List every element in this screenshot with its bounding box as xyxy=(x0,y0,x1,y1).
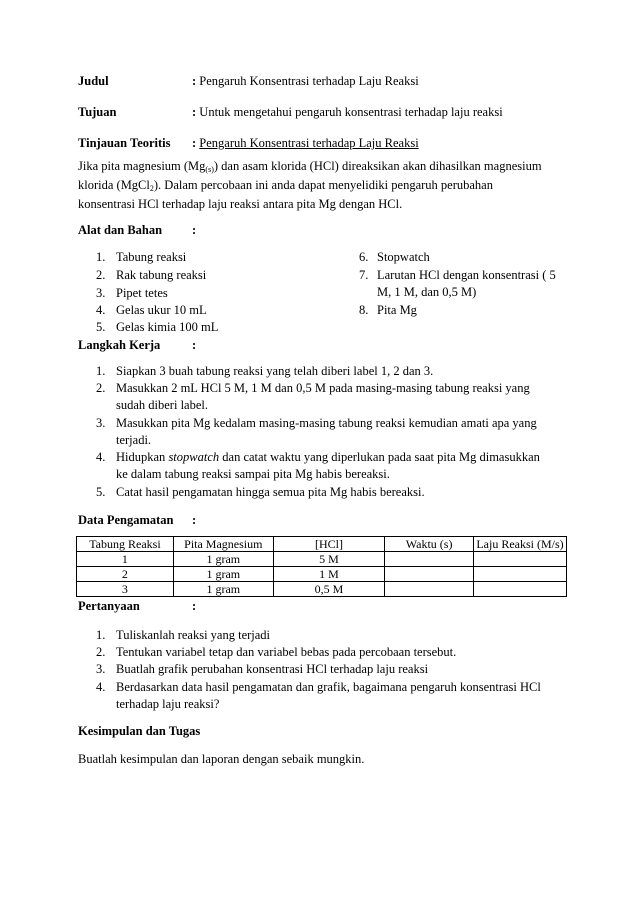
alat-colon: : xyxy=(192,223,197,237)
data-table xyxy=(76,536,567,597)
table-header-cell: Pita Magnesium xyxy=(173,537,273,552)
list-item xyxy=(359,267,556,283)
tinjauan-colon: : xyxy=(192,136,197,150)
table-row xyxy=(77,582,567,597)
list-number: 2. xyxy=(96,645,106,659)
list-text: Hidupkan xyxy=(116,450,169,464)
list-text: Pipet tetes xyxy=(116,286,168,300)
judul-text: Pengaruh Konsentrasi terhadap Laju Reaksi xyxy=(199,74,419,88)
list-item xyxy=(359,249,430,265)
intro-line-3: konsentrasi HCl terhadap laju reaksi antara pita Mg dengan HCl. xyxy=(78,197,403,211)
table-cell: 3 xyxy=(77,582,174,597)
list-text: M, 1 M, dan 0,5 M) xyxy=(377,285,477,299)
list-text: Tentukan variabel tetap dan variabel bebas pada percobaan tersebut. xyxy=(116,645,457,659)
list-item xyxy=(96,267,206,283)
table-header-cell: Waktu (s) xyxy=(385,537,474,552)
list-item xyxy=(96,484,425,500)
list-text: Buatlah grafik perubahan konsentrasi HCl terhadap laju reaksi xyxy=(116,662,429,676)
stopwatch-emphasis: stopwatch xyxy=(168,450,220,464)
list-text: Larutan HCl dengan konsentrasi ( 5 xyxy=(377,268,556,282)
list-item xyxy=(96,319,218,335)
intro-l2a: klorida (MgCl xyxy=(78,178,150,192)
list-text: Masukkan 2 mL HCl 5 M, 1 M dan 0,5 M pada masing-masing tabung reaksi yang xyxy=(116,381,530,395)
judul-colon: : xyxy=(192,74,197,88)
list-item xyxy=(96,415,537,431)
intro-l1-sub: (s) xyxy=(205,165,214,174)
data-colon: : xyxy=(192,513,197,527)
tujuan-value xyxy=(192,104,503,120)
list-item xyxy=(96,249,186,265)
list-text: Pita Mg xyxy=(377,303,417,317)
table-cell: 2 xyxy=(77,567,174,582)
judul-value xyxy=(192,73,419,89)
table-cell: 1 gram xyxy=(173,552,273,567)
table-cell xyxy=(385,567,474,582)
list-item xyxy=(96,302,207,318)
table-header-cell: Tabung Reaksi xyxy=(77,537,174,552)
list-text: Rak tabung reaksi xyxy=(116,268,207,282)
list-item xyxy=(96,449,540,465)
table-row xyxy=(77,567,567,582)
intro-line-2 xyxy=(78,177,493,193)
list-number: 4. xyxy=(96,680,106,694)
list-number: 7. xyxy=(359,268,369,282)
list-text: Berdasarkan data hasil pengamatan dan grafik, bagaimana pengaruh konsentrasi HCl xyxy=(116,680,541,694)
list-number: 4. xyxy=(96,450,106,464)
list-number: 3. xyxy=(96,416,106,430)
list-number: 5. xyxy=(96,320,106,334)
list-text-continued: terjadi. xyxy=(116,433,152,447)
table-header-cell: Laju Reaksi (M/s) xyxy=(473,537,566,552)
list-number: 1. xyxy=(96,250,106,264)
list-text: Masukkan pita Mg kedalam masing-masing tabung reaksi kemudian amati apa yang xyxy=(116,416,537,430)
table-header-row xyxy=(77,537,567,552)
list-number: 8. xyxy=(359,303,369,317)
list-number: 1. xyxy=(96,364,106,378)
list-text-continued: sudah diberi label. xyxy=(116,398,208,412)
list-number: 3. xyxy=(96,286,106,300)
intro-l1a: Jika pita magnesium (Mg xyxy=(78,159,206,173)
list-text: dan catat waktu yang diperlukan pada saat pita Mg dimasukkan xyxy=(219,450,540,464)
list-number: 6. xyxy=(359,250,369,264)
list-text: Stopwatch xyxy=(377,250,430,264)
tujuan-colon: : xyxy=(192,105,197,119)
list-item xyxy=(96,627,270,643)
kesimpulan-heading: Kesimpulan dan Tugas xyxy=(78,724,201,738)
table-row xyxy=(77,552,567,567)
list-text: Siapkan 3 buah tabung reaksi yang telah diberi label 1, 2 dan 3. xyxy=(116,364,434,378)
table-cell xyxy=(385,582,474,597)
list-number: 4. xyxy=(96,303,106,317)
list-item xyxy=(96,644,456,660)
tujuan-text: Untuk mengetahui pengaruh konsentrasi terhadap laju reaksi xyxy=(199,105,503,119)
list-number: 3. xyxy=(96,662,106,676)
list-item xyxy=(96,363,433,379)
list-item xyxy=(96,661,428,677)
list-item xyxy=(359,302,417,318)
table-cell: 5 M xyxy=(273,552,384,567)
list-item xyxy=(96,380,530,396)
list-text-continued: ke dalam tabung reaksi sampai pita Mg habis bereaksi. xyxy=(116,467,390,481)
langkah-heading: Langkah Kerja xyxy=(78,338,161,352)
table-header-cell: [HCl] xyxy=(273,537,384,552)
tujuan-label: Tujuan xyxy=(78,105,117,119)
list-text: Gelas kimia 100 mL xyxy=(116,320,219,334)
intro-l2b: ). Dalam percobaan ini anda dapat menyelidiki pengaruh perubahan xyxy=(153,178,493,192)
intro-l2-sub: 2 xyxy=(149,184,154,193)
table-cell xyxy=(473,552,566,567)
kesimpulan-text: Buatlah kesimpulan dan laporan dengan sebaik mungkin. xyxy=(78,752,365,766)
tinjauan-label: Tinjauan Teoritis xyxy=(78,136,171,150)
table-cell: 1 xyxy=(77,552,174,567)
list-item xyxy=(96,679,541,695)
table-cell xyxy=(385,552,474,567)
list-text: Catat hasil pengamatan hingga semua pita Mg habis bereaksi. xyxy=(116,485,425,499)
data-heading: Data Pengamatan xyxy=(78,513,174,527)
alat-heading: Alat dan Bahan xyxy=(78,223,163,237)
list-item xyxy=(96,285,168,301)
list-text-continued: terhadap laju reaksi? xyxy=(116,697,220,711)
table-cell: 1 gram xyxy=(173,582,273,597)
list-number: 5. xyxy=(96,485,106,499)
list-number: 2. xyxy=(96,381,106,395)
tinjauan-text: Pengaruh Konsentrasi terhadap Laju Reaksi xyxy=(199,136,419,150)
list-text: Tuliskanlah reaksi yang terjadi xyxy=(116,628,271,642)
table-cell xyxy=(473,582,566,597)
intro-l1b: ) dan asam klorida (HCl) direaksikan akan dihasilkan magnesium xyxy=(213,159,542,173)
list-text: Gelas ukur 10 mL xyxy=(116,303,207,317)
list-text: Tabung reaksi xyxy=(116,250,187,264)
list-number: 2. xyxy=(96,268,106,282)
table-cell: 0,5 M xyxy=(273,582,384,597)
list-item-continued xyxy=(359,284,476,300)
table-cell: 1 gram xyxy=(173,567,273,582)
tinjauan-value xyxy=(192,135,419,151)
table-cell: 1 M xyxy=(273,567,384,582)
pertanyaan-colon: : xyxy=(192,599,197,613)
judul-label: Judul xyxy=(78,74,109,88)
pertanyaan-heading: Pertanyaan xyxy=(78,599,140,613)
list-number: 1. xyxy=(96,628,106,642)
langkah-colon: : xyxy=(192,338,197,352)
intro-line-1 xyxy=(78,158,542,174)
table-cell xyxy=(473,567,566,582)
